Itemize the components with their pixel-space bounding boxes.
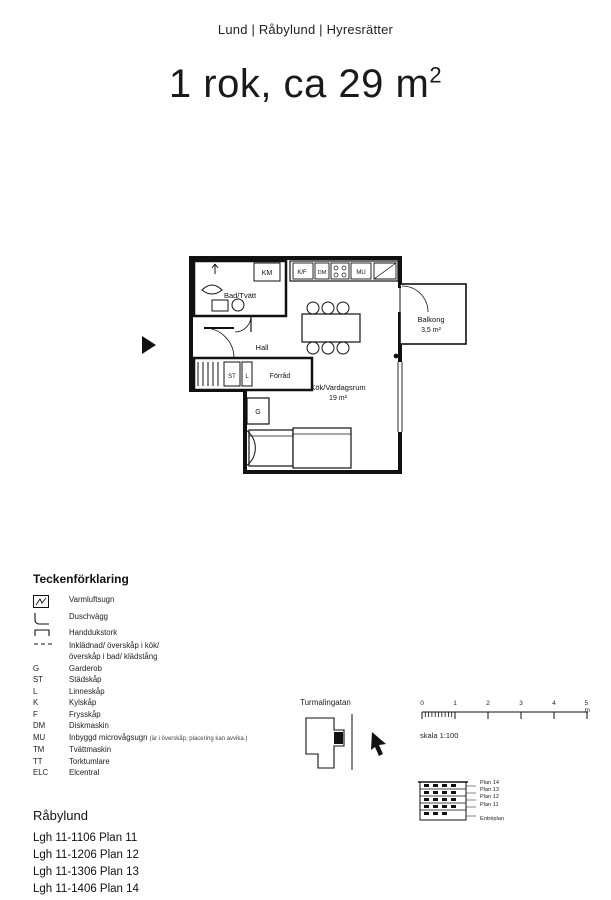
building-elevation	[418, 778, 598, 828]
legend-code-tt: TT	[33, 756, 43, 766]
legend-item-tvattmaskin	[33, 745, 333, 756]
plan-label-kok: Kök/Vardagsrum	[310, 383, 366, 392]
legend-label-stadskap: Städskåp	[69, 675, 102, 684]
scale-tick-2: 2	[486, 700, 490, 707]
legend-item-frysskap	[33, 710, 333, 721]
scale-label: skala 1:100	[420, 731, 459, 740]
legend-label-kylskap: Kylskåp	[69, 698, 97, 707]
legend-code-elc: ELC	[33, 768, 49, 777]
site-map-diagram	[300, 710, 410, 780]
legend-label-microvagsugn-note: (är i överskåp, placering kan avvika.)	[149, 735, 248, 742]
scale-tick-0: 0	[420, 700, 424, 707]
legend-label-tvattmaskin: Tvättmaskin	[69, 745, 112, 754]
elevation-floor-entre: Entréplan	[480, 815, 504, 822]
apartment-item-1: Lgh 11-1106 Plan 11	[33, 832, 138, 844]
elevation-floor-11: Plan 11	[480, 801, 499, 808]
legend-label-microvagsugn-text: Inbyggd microvågsugn	[69, 732, 148, 742]
apartment-item-3: Lgh 11-1306 Plan 13	[33, 866, 139, 878]
legend-label-frysskap: Frysskåp	[69, 709, 101, 719]
svg-text:KM: KM	[261, 270, 273, 277]
page-title-text: 1 rok, ca 29 m	[168, 62, 430, 106]
svg-text:Förråd: Förråd	[269, 373, 291, 380]
area-title: Råbylund	[33, 808, 88, 823]
legend-code-mu: MU	[33, 732, 46, 742]
apartment-list	[33, 808, 333, 898]
site-map	[300, 698, 410, 788]
duschvagg-icon	[33, 612, 69, 625]
breadcrumb: Lund | Råbylund | Hyresrätter	[217, 22, 394, 37]
legend-item-elcentral	[33, 768, 333, 779]
legend-item-kylskap	[33, 698, 333, 709]
svg-text:G: G	[255, 409, 261, 416]
legend-code-st: ST	[33, 675, 43, 684]
legend-label-duschvagg: Duschvägg	[69, 612, 109, 621]
legend-label-diskmaskin: Diskmaskin	[69, 721, 109, 730]
street-name-label: Turmalingatan	[300, 698, 351, 707]
legend-label-varmluftsugn: Varmluftsugn	[69, 595, 115, 604]
scale-tick-1: 1	[453, 700, 457, 707]
legend-item-torktumlare	[33, 757, 333, 768]
scale-bar	[420, 700, 595, 740]
legend-label-inkladnad: Inklädnad/ överskåp i kök/	[69, 640, 160, 650]
apartment-item-4: Lgh 11-1406 Plan 14	[33, 883, 139, 895]
plan-label-balkong: Balkong	[417, 315, 445, 324]
svg-text:MU: MU	[356, 270, 366, 276]
legend-label-linneskap: Linneskåp	[69, 686, 105, 696]
page-title-superscript: 2	[429, 62, 443, 88]
handdukstork-icon	[33, 628, 69, 638]
elevation-floor-12: Plan 12	[480, 794, 499, 801]
legend-label-garderob: Garderob	[69, 663, 102, 673]
legend-code-tm: TM	[33, 745, 45, 754]
legend-item-varmluftsugn	[33, 595, 333, 608]
page-title	[0, 62, 611, 107]
legend-item-inkladnad	[33, 641, 333, 652]
plan-label-balkong-area: 3,5 m²	[421, 327, 441, 334]
plan-label-kok-area: 19 m²	[329, 395, 347, 402]
elevation-floor-labels	[480, 780, 504, 823]
scale-ruler	[420, 710, 595, 722]
legend-label-torktumlare: Torktumlare	[69, 756, 110, 766]
building-elevation-diagram	[418, 778, 478, 824]
legend-label-handdukstork: Handdukstork	[69, 628, 118, 637]
legend-item-overskap	[33, 652, 333, 663]
svg-text:L: L	[245, 374, 249, 380]
svg-text:DM: DM	[317, 270, 327, 276]
scale-tick-4: 4	[552, 700, 556, 707]
legend-code-f: F	[33, 709, 38, 719]
svg-text:K/F: K/F	[297, 270, 307, 276]
scale-tick-5: 5 m	[584, 700, 590, 714]
legend-item-garderob	[33, 664, 333, 675]
legend-item-handdukstork	[33, 628, 333, 639]
legend-item-stadskap	[33, 675, 333, 686]
legend	[33, 572, 333, 780]
legend-code-k: K	[33, 698, 39, 707]
legend-label-elcentral: Elcentral	[69, 768, 100, 777]
svg-text:ST: ST	[228, 374, 236, 380]
legend-label-overskap: överskåp i bad/ klädstång	[69, 652, 158, 661]
north-arrow-icon	[370, 730, 392, 758]
inkladnad-icon	[33, 641, 69, 647]
plan-label-hall: Hall	[255, 343, 269, 352]
plan-label-bad-tvatt: Bad/Tvätt	[223, 291, 257, 300]
elevation-floor-14: Plan 14	[480, 780, 499, 786]
legend-item-linneskap	[33, 687, 333, 698]
apartment-item-2: Lgh 11-1206 Plan 12	[33, 849, 139, 861]
varmluftsugn-icon	[33, 595, 69, 608]
entrance-arrow-icon	[140, 334, 160, 356]
scale-tick-3: 3	[519, 700, 523, 707]
legend-code-l: L	[33, 686, 38, 696]
legend-item-microvagsugn	[33, 733, 333, 745]
legend-code-dm: DM	[33, 721, 46, 730]
legend-title: Teckenförklaring	[33, 572, 129, 586]
elevation-floor-13: Plan 13	[480, 787, 499, 794]
floor-plan	[150, 250, 480, 480]
scale-tick-labels	[420, 700, 595, 714]
legend-label-microvagsugn	[69, 733, 333, 745]
legend-item-diskmaskin	[33, 721, 333, 732]
legend-code-g: G	[33, 663, 40, 673]
legend-item-duschvagg	[33, 612, 333, 625]
